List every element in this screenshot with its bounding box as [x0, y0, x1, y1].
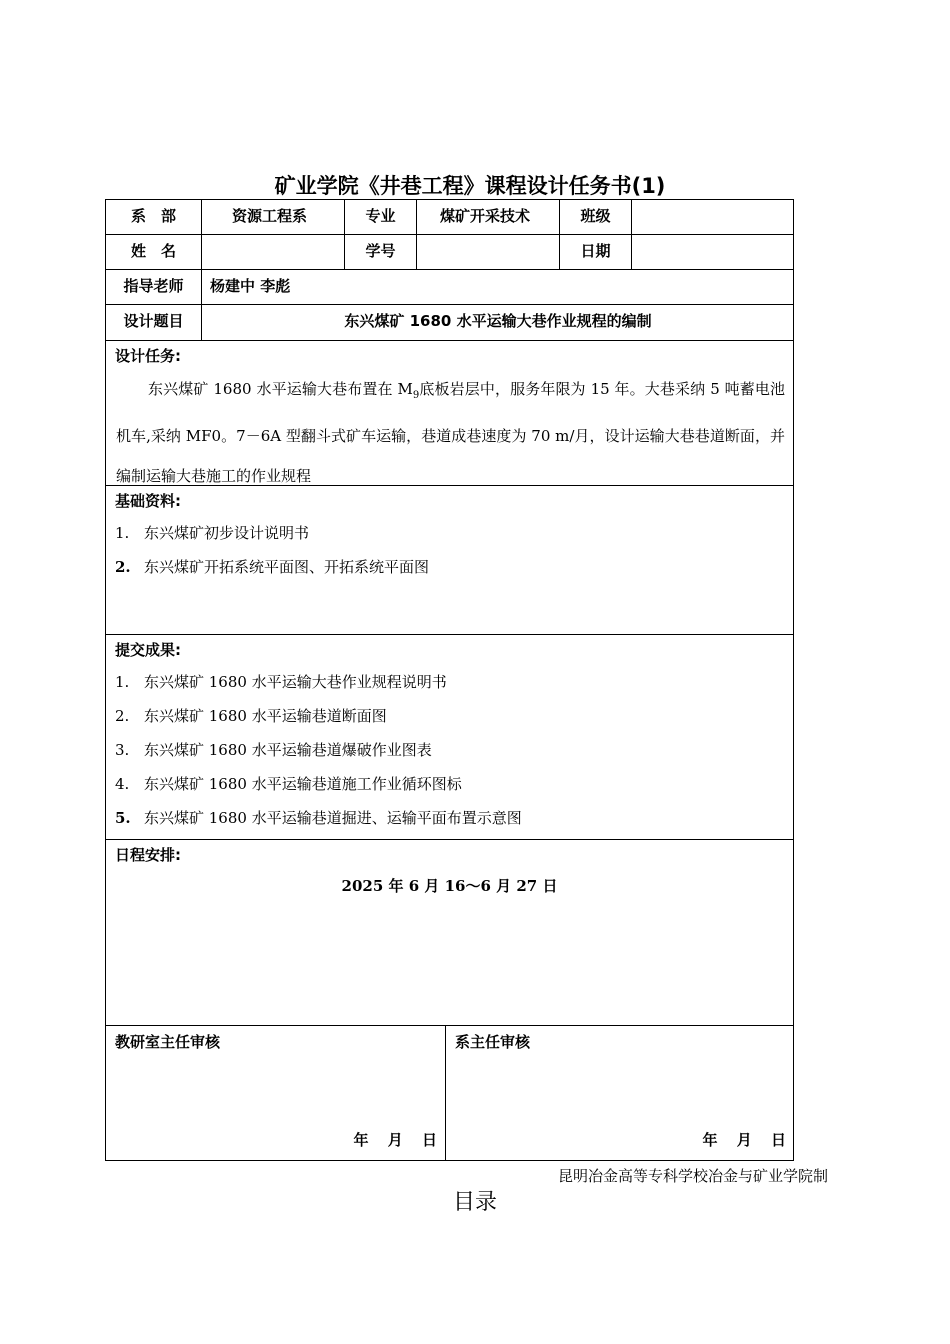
dept-head-date: 年 月 日: [702, 1131, 786, 1149]
section-basic-materials: [106, 486, 793, 635]
dept-value: 资源工程系: [201, 200, 344, 234]
list-item: 5. 东兴煤矿 1680 水平运输巷道掘进、运输平面布置示意图: [115, 809, 522, 827]
section-design-task: [106, 341, 793, 486]
signature-teaching-office: [106, 1026, 445, 1160]
list-item: 2. 东兴煤矿开拓系统平面图、开拓系统平面图: [115, 558, 430, 576]
row-name: [106, 235, 793, 270]
task-label: 设计任务:: [115, 347, 181, 365]
document-title: 矿业学院《井巷工程》课程设计任务书(1): [274, 174, 666, 198]
row-advisor: [106, 270, 793, 305]
deliverables-label: 提交成果:: [115, 641, 181, 659]
section-deliverables: [106, 635, 793, 840]
task-description: [116, 369, 785, 496]
footer-issuer: 昆明冶金高等专科学校冶金与矿业学院制: [557, 1167, 828, 1185]
task-text-sub: 9: [412, 390, 420, 401]
dept-head-label: 系主任审核: [455, 1033, 531, 1051]
task-text-b: 底板岩层中，服务年限为 15 年。大巷采纳 5 吨蓄电池机车,采纳 MF0。7－6A 型翻斗式矿车运输，巷道成巷速度为 70 m/月，设计运输大巷巷道断面，并编制运输大巷施工的作业规程: [116, 380, 785, 485]
schedule-label: 日程安排:: [115, 846, 181, 864]
row-topic: [106, 305, 793, 341]
major-label: 专业: [344, 200, 416, 234]
signature-dept-head: [445, 1026, 794, 1160]
teaching-office-date: 年 月 日: [353, 1131, 437, 1149]
student-no-value: [416, 235, 559, 269]
class-value: [631, 200, 794, 234]
task-text-a: 东兴煤矿 1680 水平运输大巷布置在 M: [148, 380, 413, 398]
student-no-label: 学号: [344, 235, 416, 269]
topic-label: 设计题目: [123, 312, 184, 330]
advisor-value: 杨建中 李彪: [201, 270, 794, 304]
topic-value: 东兴煤矿 1680 水平运输大巷作业规程的编制: [201, 305, 794, 340]
major-value: 煤矿开采技术: [416, 200, 559, 234]
task-form: [105, 199, 794, 1161]
list-item: 1. 东兴煤矿初步设计说明书: [115, 524, 310, 542]
class-label: 班级: [559, 200, 631, 234]
list-item: 4. 东兴煤矿 1680 水平运输巷道施工作业循环图标: [115, 775, 462, 793]
name-label: 姓 名: [130, 242, 176, 260]
toc-heading: 目录: [452, 1190, 497, 1215]
list-item: 1. 东兴煤矿 1680 水平运输大巷作业规程说明书: [115, 673, 447, 691]
teaching-office-label: 教研室主任审核: [115, 1033, 221, 1051]
section-signatures: [106, 1026, 793, 1160]
name-value: [201, 235, 344, 269]
date-value: [631, 235, 794, 269]
advisor-label: 指导老师: [123, 277, 184, 295]
schedule-value: 2025 年 6 月 16～6 月 27 日: [341, 877, 558, 895]
row-department: [106, 200, 793, 235]
date-label: 日期: [559, 235, 631, 269]
list-item: 2. 东兴煤矿 1680 水平运输巷道断面图: [115, 707, 387, 725]
section-schedule: [106, 840, 793, 1026]
dept-label: 系 部: [130, 207, 176, 225]
basic-materials-label: 基础资料:: [115, 492, 181, 510]
list-item: 3. 东兴煤矿 1680 水平运输巷道爆破作业图表: [115, 741, 432, 759]
